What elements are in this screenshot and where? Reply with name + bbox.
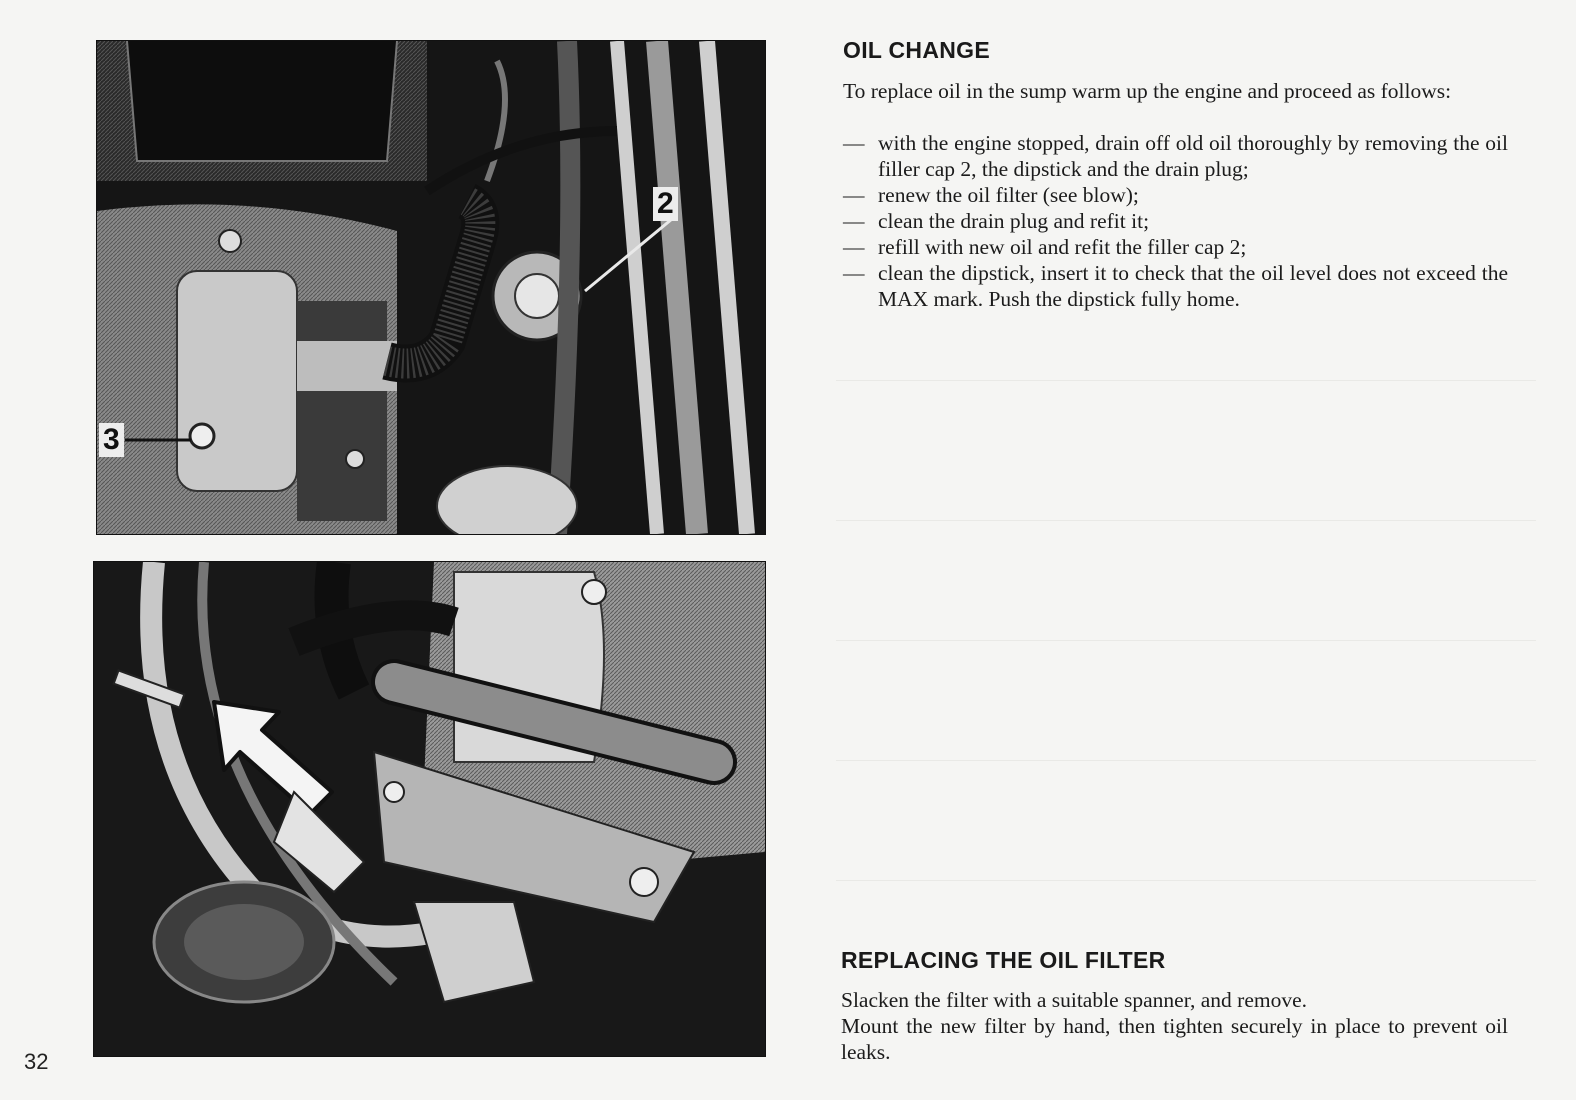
list-item: [843, 234, 1508, 260]
list-dash: —: [843, 183, 865, 207]
oil-filter-text: [841, 987, 1508, 1065]
oil-filter-line-1: Slacken the filter with a suitable spanner, and remove.: [841, 988, 1308, 1012]
oil-change-intro: To replace oil in the sump warm up the engine and proceed as follows:: [843, 79, 1452, 103]
oil-change-heading: OIL CHANGE: [843, 37, 990, 63]
step-text: clean the dipstick, insert it to check that the oil level does not exceed the MAX mark. Push the dipstick fully home.: [878, 261, 1508, 311]
list-dash: —: [843, 235, 865, 259]
list-dash: —: [843, 261, 865, 285]
engine-photo-top: [96, 40, 766, 535]
oil-filter-heading: REPLACING THE OIL FILTER: [841, 947, 1166, 973]
oil-change-steps-list: [843, 130, 1508, 312]
list-item: [843, 260, 1508, 312]
list-dash: —: [843, 131, 865, 155]
step-text: renew the oil filter (see blow);: [878, 183, 1139, 207]
engine-photo-bottom: [93, 561, 766, 1057]
list-item: [843, 130, 1508, 182]
step-text: refill with new oil and refit the filler cap 2;: [878, 235, 1247, 259]
list-item: [843, 182, 1508, 208]
oil-filter-line-2: Mount the new filter by hand, then tighten securely in place to prevent oil leaks.: [841, 1014, 1508, 1064]
callout-label-2: 2: [653, 187, 678, 221]
callout-label-3: 3: [99, 423, 124, 457]
step-text: clean the drain plug and refit it;: [878, 209, 1150, 233]
engine-illustration-top: [97, 41, 765, 534]
engine-illustration-bottom: [94, 562, 765, 1056]
step-text: with the engine stopped, drain off old oil thoroughly by removing the oil filler cap 2, the dipstick and the drain plug;: [878, 131, 1508, 181]
list-dash: —: [843, 209, 865, 233]
list-item: [843, 208, 1508, 234]
page-number: 32: [24, 1049, 49, 1074]
